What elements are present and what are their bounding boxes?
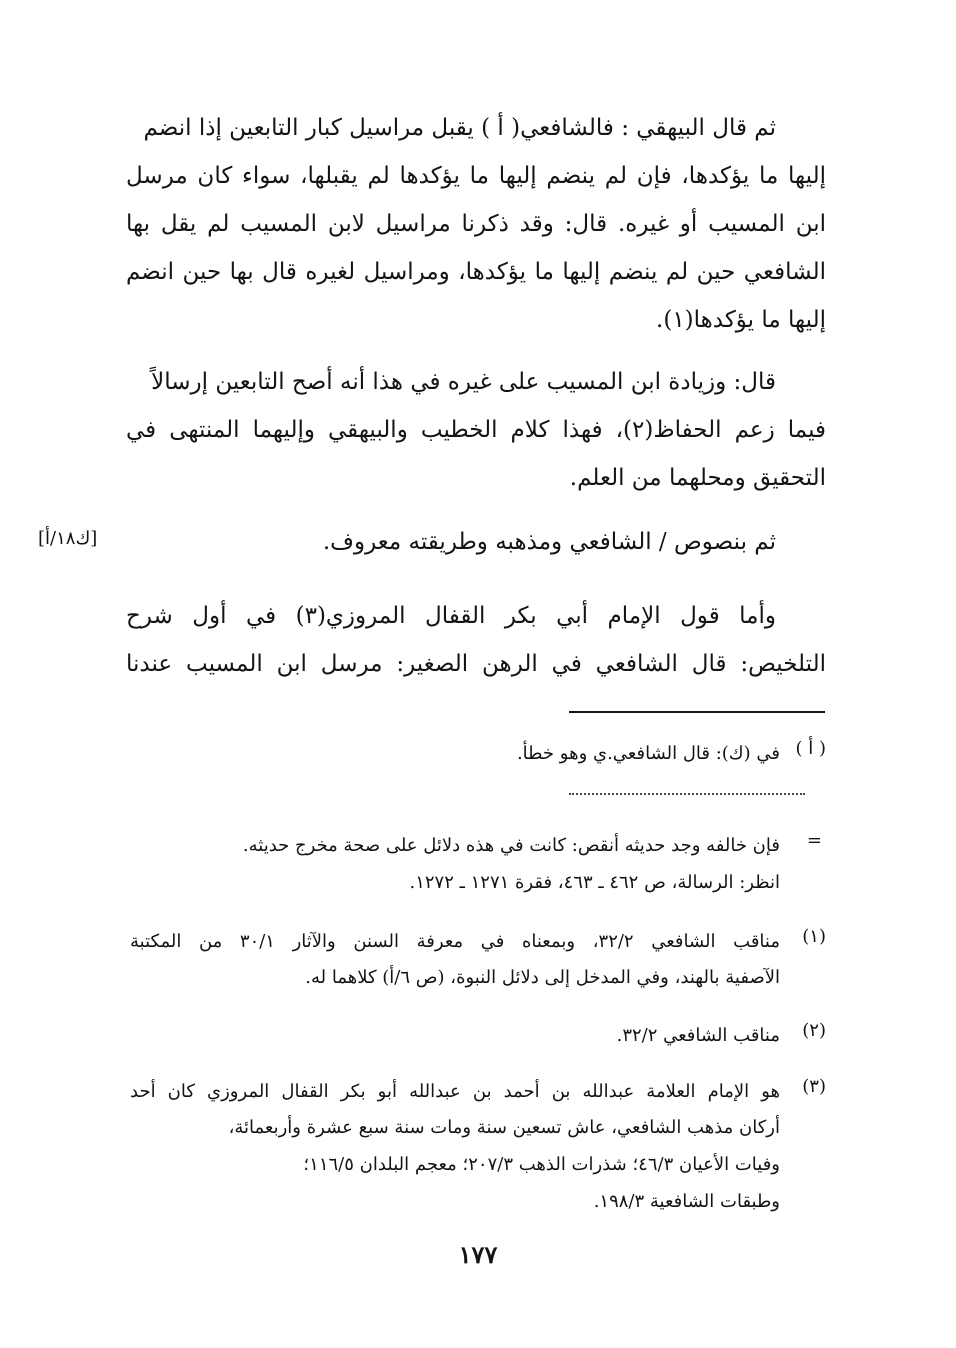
paragraph-1-line-5: إليها ما يؤكدها(١). [656,307,826,333]
paragraph-3-line-1: ثم بنصوص / الشافعي ومذهبه وطريقته معروف. [322,529,776,555]
footnote-3-line-2: أركان مذهب الشافعي، عاش تسعين سنة ومات سنة سبع عشرة وأربعمائة، [228,1117,780,1138]
paragraph-1 [126,104,826,344]
paragraph-3 [126,518,826,566]
footnote-3-line-3: وفيات الأعيان ٤٦/٣؛ شذرات الذهب ٢٠٧/٣؛ معجم البلدان ١١٦/٥؛ [303,1154,780,1175]
paragraph-1-line-4: الشافعي حين لم ينضم إليها ما يؤكدها، ومراسيل لغيره قال بها حين انضم [126,259,826,285]
footnote-3-marker: (٣) [802,1076,826,1097]
paragraph-2 [126,358,826,502]
footnote-3-line-4: وطبقات الشافعية ١٩٨/٣. [593,1191,780,1212]
footnote-2-marker: (٢) [802,1020,826,1041]
paragraph-2-line-1: قال: وزيادة ابن المسيب على غيره في هذا أنه أصح التابعين إرسالاً [151,369,776,395]
footnote-separator [569,711,825,713]
paragraph-1-line-1: ثم قال البيهقي : فالشافعي( أ ) يقبل مراسيل كبار التابعين إذا انضم [143,115,776,141]
paragraph-1-line-3: ابن المسيب أو غيره. قال: وقد ذكرنا مراسيل لابن المسيب لم يقل بها [126,211,826,237]
paragraph-2-line-3: التحقيق ومحلهما من العلم. [569,465,826,491]
footnote-a-text: في (ك): قال الشافعي.ي وهو خطأ. [516,743,780,764]
footnote-a-marker: ( أ ) [795,738,826,759]
paragraph-2-line-2: فيما زعم الحفاظ(٢)، فهذا كلام الخطيب والبيهقي وإليهما المنتهى في [126,417,826,443]
footnote-1-marker: (١) [802,926,826,947]
paragraph-4 [126,592,826,688]
paragraph-4-line-2: التلخيص: قال الشافعي في الرهن الصغير: مرسل ابن المسيب عندنا [126,651,826,677]
paragraph-1-line-2: إليها ما يؤكدها، فإن لم ينضم إليها ما يؤكدها لم يقبلها، سواء كان مرسل [126,163,826,189]
dotted-separator [569,793,805,795]
footnote-continuation-marker: = [806,830,822,851]
footnote-1-line-1: مناقب الشافعي ٣٢/٢، وبمعناه في معرفة السنن والآثار ٣٠/١ من المكتبة [130,931,780,952]
footnote-2-text: مناقب الشافعي ٣٢/٢. [616,1025,780,1046]
paragraph-4-line-1: وأما قول الإمام أبي بكر القفال المروزي(٣) في أول شرح [126,603,776,629]
footnote-continuation-line-1: فإن خالفه وجد حديثه أنقص: كانت في هذه دلائل على صحة مخرج حديثه. [242,835,780,856]
page-number: ١٧٧ [458,1240,498,1269]
footnote-continuation-line-2: انظر: الرسالة، ص ٤٦٢ ـ ٤٦٣، فقرة ١٢٧١ ـ ١٢٧٢. [409,872,780,893]
footnote-3-line-1: هو الإمام العلامة عبدالله بن أحمد بن عبدالله أبو بكر القفال المروزي كان أحد [130,1081,780,1102]
manuscript-folio-reference: [ك١٨/أ] [38,528,98,549]
footnote-1-line-2: الآصفية بالهند، وفي المدخل إلى دلائل النبوة، (ص ٦/أ) كلاهما له. [305,967,780,988]
